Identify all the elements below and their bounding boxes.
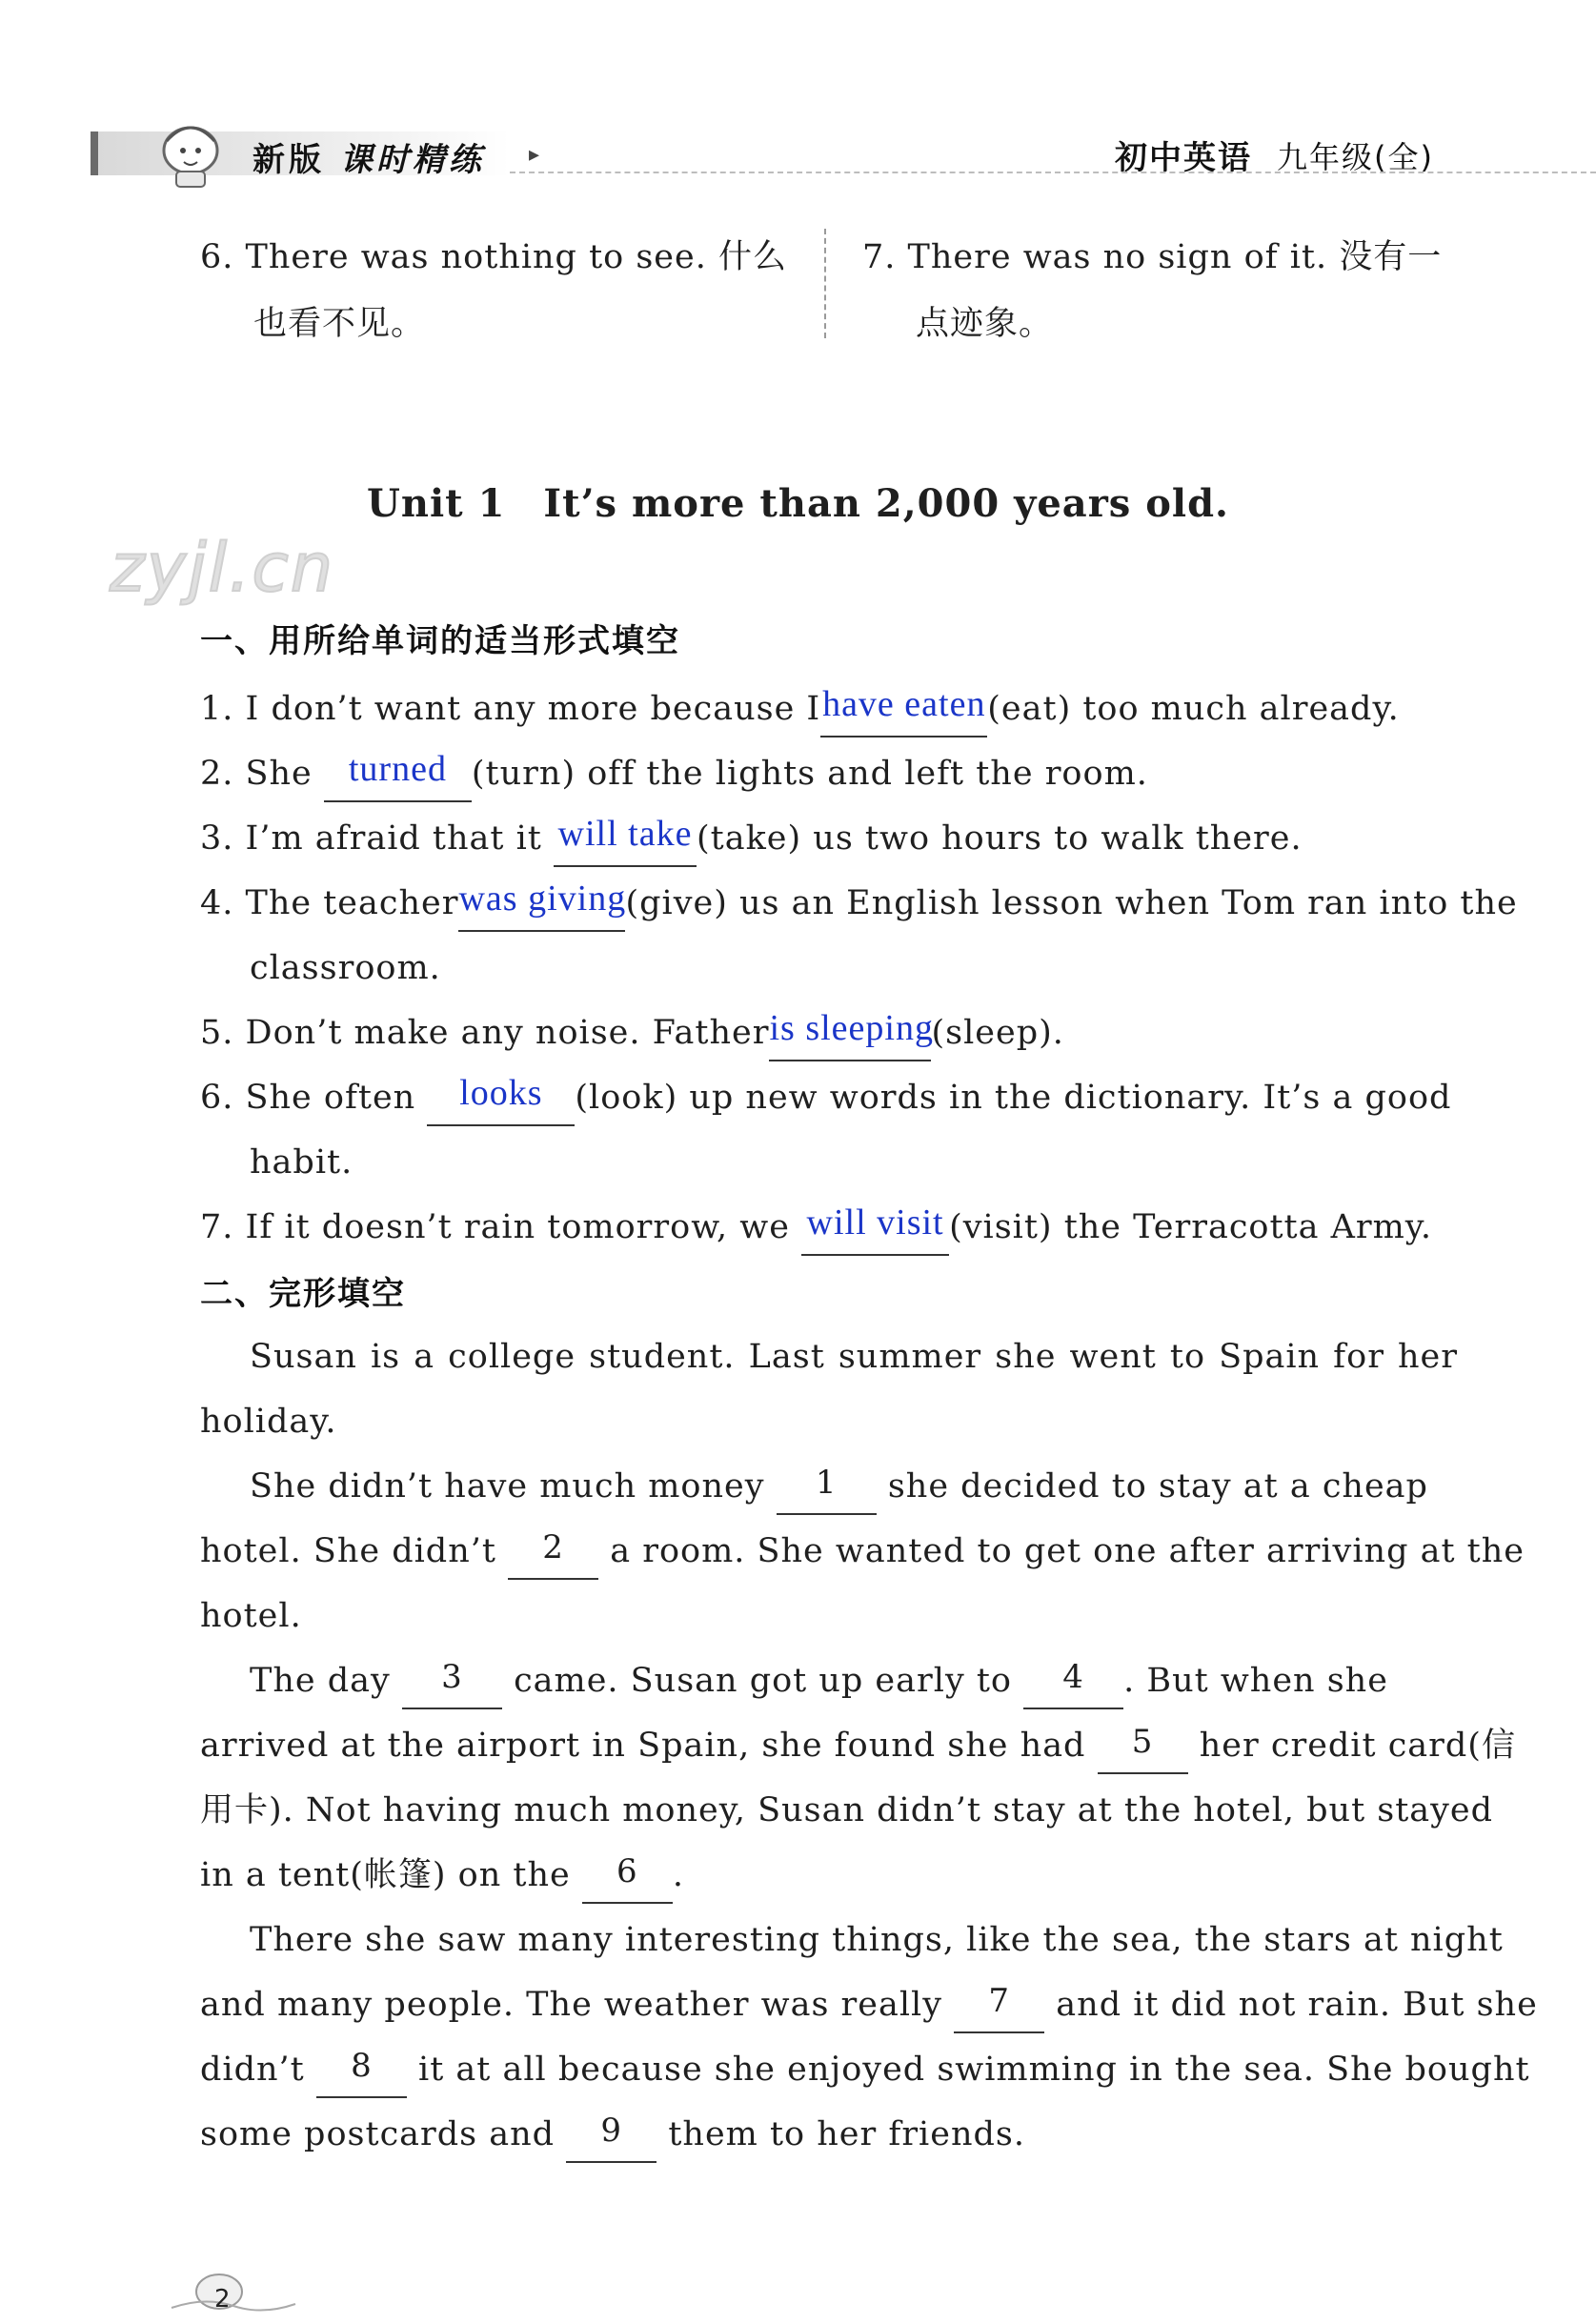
exercise-6 xyxy=(200,1065,1458,1130)
passage-p1-line1: Susan is a college student. Last summer she went to Spain for her xyxy=(250,1338,1458,1376)
answer-blank[interactable] xyxy=(427,1070,575,1126)
passage-text: it at all because she enjoyed swimming in the sea. She bought xyxy=(418,2051,1530,2089)
exercise-7-hint: (visit) the Terracotta Army. xyxy=(949,1208,1433,1246)
note-6-line2: 也看不见。 xyxy=(253,305,426,343)
passage-p3-line3: 用卡). Not having much money, Susan didn’t stay at the hotel, but stayed xyxy=(200,1791,1494,1829)
answer-blank[interactable] xyxy=(458,876,625,932)
header-divider xyxy=(510,172,1596,173)
series-name: 新版 xyxy=(253,141,325,179)
answer-text: is sleeping xyxy=(769,1008,934,1048)
passage-p4-line1: There she saw many interesting things, like the sea, the stars at night xyxy=(250,1921,1504,1959)
exercise-4-hint: (give) us an English lesson when Tom ran into the xyxy=(625,884,1518,922)
note-6 xyxy=(200,224,800,357)
unit-heading: It’s more than 2,000 years old. xyxy=(543,481,1229,526)
exercise-3-hint: (take) us two hours to walk there. xyxy=(697,819,1303,858)
unit-title xyxy=(0,481,1596,526)
answer-text: will take xyxy=(557,814,693,854)
page-swirl-icon xyxy=(167,2268,300,2315)
passage-p4-line2 xyxy=(200,1972,1538,2037)
mascot-icon xyxy=(148,114,233,191)
exercise-5-hint: (sleep). xyxy=(931,1014,1064,1052)
section-1-title: 一、用所给单词的适当形式填空 xyxy=(200,622,680,660)
passage-p4-line4 xyxy=(200,2102,1458,2167)
note-7-line1: 7. There was no sign of it. 没有一 xyxy=(862,238,1443,276)
series-subtitle: 课时精练 xyxy=(339,141,485,179)
exercise-1 xyxy=(200,677,1458,741)
passage-text: She didn’t have much money xyxy=(250,1467,765,1506)
exercise-5 xyxy=(200,1000,1458,1065)
answer-blank[interactable] xyxy=(324,746,472,802)
passage-text: in a tent(帐篷) on the xyxy=(200,1856,571,1894)
exercise-6-text: 6. She often xyxy=(200,1079,416,1117)
passage-p4-line3 xyxy=(200,2037,1530,2102)
answer-blank[interactable] xyxy=(769,1005,934,1061)
cloze-blank-9[interactable] xyxy=(566,2108,657,2163)
blank-number: 7 xyxy=(988,1982,1010,2020)
subject-label: 初中英语 xyxy=(1115,139,1252,177)
exercise-3 xyxy=(200,806,1458,871)
blank-number: 6 xyxy=(616,1852,638,1890)
exercise-4 xyxy=(200,871,1518,936)
answer-blank[interactable] xyxy=(820,681,987,738)
exercise-3-text: 3. I’m afraid that it xyxy=(200,819,542,858)
exercise-7-text: 7. If it doesn’t rain tomorrow, we xyxy=(200,1208,790,1246)
blank-number: 3 xyxy=(441,1658,463,1696)
exercise-4-text: 4. The teacher xyxy=(200,884,459,922)
note-7-line2: 点迹象。 xyxy=(916,305,1054,343)
exercise-4-cont: classroom. xyxy=(250,949,441,987)
cloze-blank-6[interactable] xyxy=(582,1849,673,1904)
note-7 xyxy=(862,224,1472,357)
cloze-blank-2[interactable] xyxy=(508,1525,598,1580)
exercise-7 xyxy=(200,1195,1458,1260)
passage-p2-line3: hotel. xyxy=(200,1597,302,1635)
exercise-2 xyxy=(200,741,1458,806)
passage-text: hotel. She didn’t xyxy=(200,1532,496,1570)
answer-blank[interactable] xyxy=(554,811,697,867)
note-6-line1: 6. There was nothing to see. 什么 xyxy=(200,238,787,276)
passage-text: . xyxy=(672,1856,685,1894)
series-title xyxy=(253,133,485,180)
passage-text: them to her friends. xyxy=(668,2115,1025,2153)
passage-text: came. Susan got up early to xyxy=(514,1662,1012,1700)
passage-text: her credit card(信 xyxy=(1199,1727,1516,1765)
passage-text: a room. She wanted to get one after arriving at the xyxy=(610,1532,1525,1570)
column-divider xyxy=(824,229,826,338)
cloze-blank-4[interactable] xyxy=(1023,1654,1123,1709)
blank-number: 5 xyxy=(1131,1723,1154,1761)
passage-text: didn’t xyxy=(200,2051,305,2089)
passage-text: The day xyxy=(250,1662,391,1700)
page-header xyxy=(91,114,1596,181)
passage-p3-line1 xyxy=(250,1648,1507,1713)
cloze-blank-7[interactable] xyxy=(954,1978,1044,2033)
exercise-1-hint: (eat) too much already. xyxy=(987,690,1400,728)
blank-number: 2 xyxy=(542,1528,564,1566)
blank-number: 4 xyxy=(1062,1658,1084,1696)
answer-text: have eaten xyxy=(822,684,986,724)
watermark: zyjl.cn xyxy=(110,529,335,607)
passage-p1-line2: holiday. xyxy=(200,1403,337,1441)
answer-text: will visit xyxy=(806,1202,944,1243)
passage-text: and it did not rain. But she xyxy=(1056,1986,1538,2024)
cloze-blank-8[interactable] xyxy=(316,2043,407,2098)
passage-text: she decided to stay at a cheap xyxy=(887,1467,1428,1506)
exercise-2-hint: (turn) off the lights and left the room. xyxy=(471,755,1148,793)
cloze-blank-5[interactable] xyxy=(1098,1719,1188,1774)
blank-number: 1 xyxy=(815,1464,838,1502)
blank-number: 8 xyxy=(351,2047,373,2085)
exercise-1-text: 1. I don’t want any more because I xyxy=(200,690,821,728)
passage-p2-line2 xyxy=(200,1519,1525,1584)
exercise-6-cont: habit. xyxy=(250,1143,354,1182)
passage-text: some postcards and xyxy=(200,2115,556,2153)
answer-text: looks xyxy=(459,1073,543,1113)
passage-p3-line4 xyxy=(200,1843,1458,1908)
cloze-blank-1[interactable] xyxy=(777,1460,877,1515)
passage-p3-line2 xyxy=(200,1713,1516,1778)
exercise-6-hint: (look) up new words in the dictionary. It’s a good xyxy=(575,1079,1452,1117)
unit-label: Unit 1 xyxy=(367,481,506,526)
passage-text: . But when she xyxy=(1123,1662,1388,1700)
passage-text: arrived at the airport in Spain, she found she had xyxy=(200,1727,1086,1765)
page-number: 2 xyxy=(214,2285,231,2314)
passage-text: and many people. The weather was really xyxy=(200,1986,943,2024)
blank-number: 9 xyxy=(600,2112,623,2150)
exercise-2-text: 2. She xyxy=(200,755,313,793)
section-2-title: 二、完形填空 xyxy=(200,1275,406,1313)
answer-blank[interactable] xyxy=(801,1200,949,1256)
cloze-blank-3[interactable] xyxy=(402,1654,502,1709)
exercise-5-text: 5. Don’t make any noise. Father xyxy=(200,1014,770,1052)
triangle-right-icon: ▸ xyxy=(529,143,540,167)
passage-p2-line1 xyxy=(250,1454,1507,1519)
answer-text: was giving xyxy=(458,879,627,919)
grade-label: 九年级(全) xyxy=(1277,139,1434,175)
answer-text: turned xyxy=(348,749,447,789)
